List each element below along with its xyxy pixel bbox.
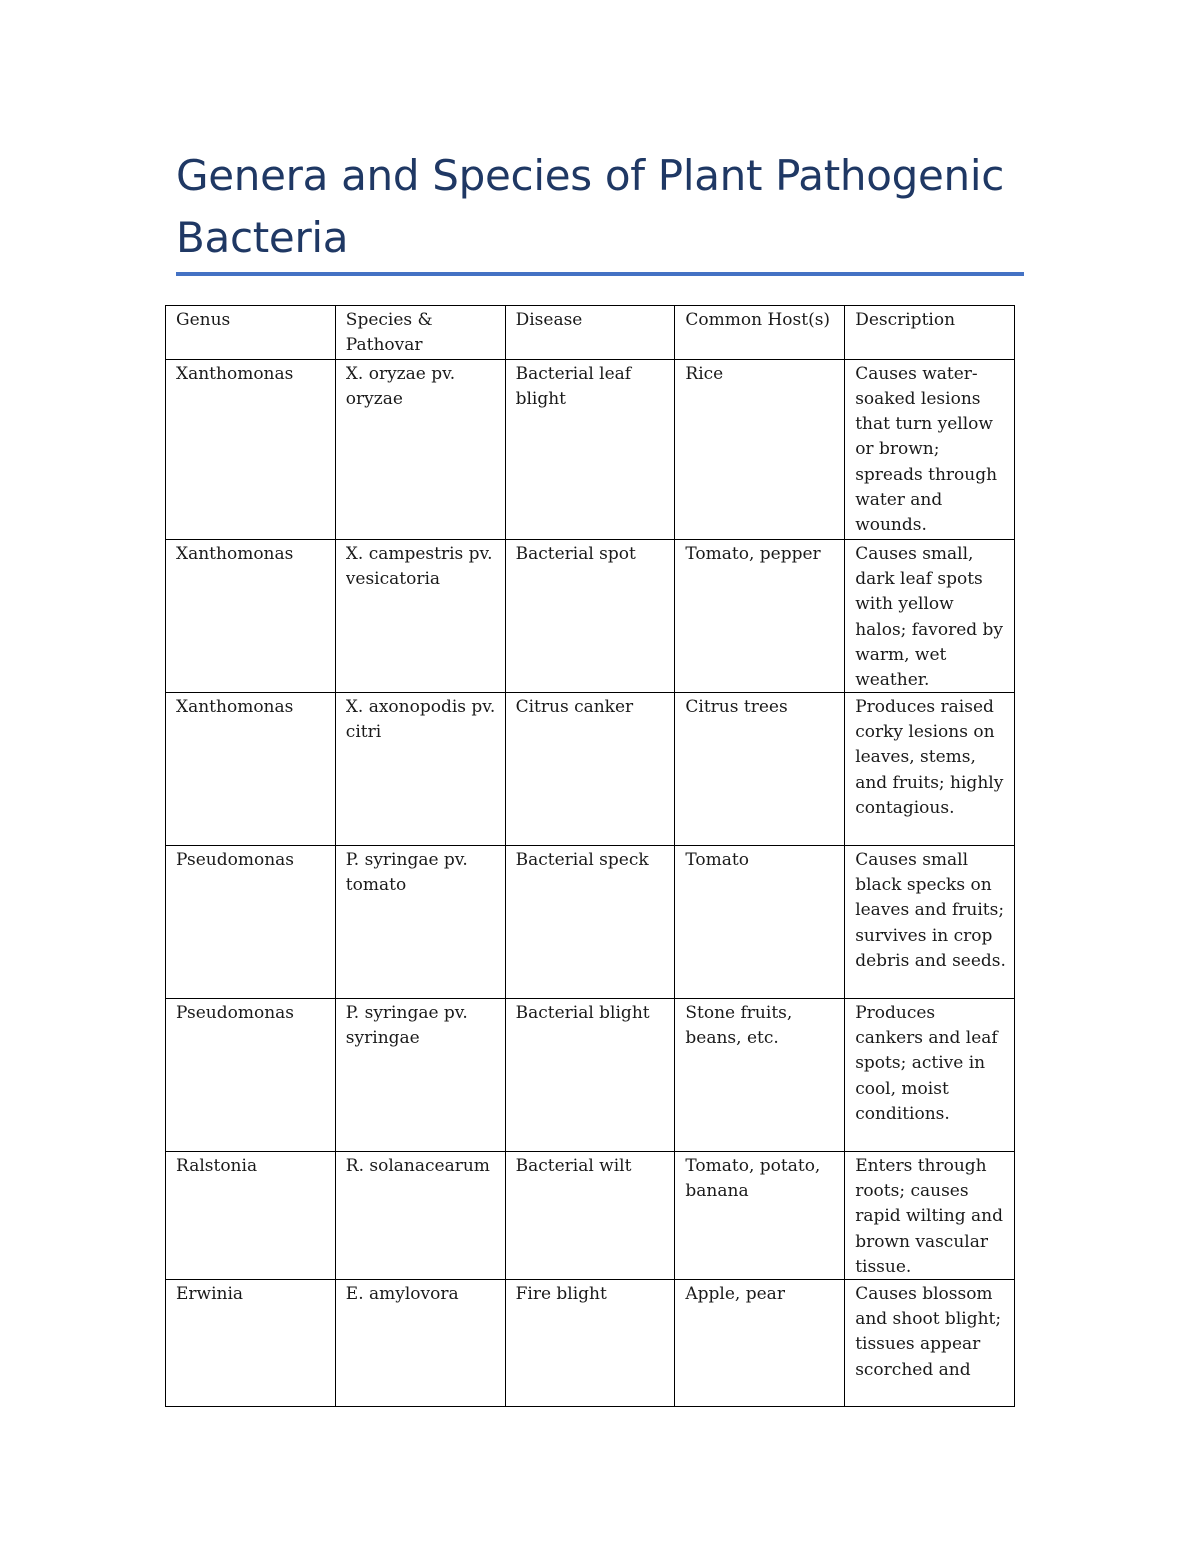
cell-disease: Bacterial blight [505, 998, 675, 1151]
cell-disease: Citrus canker [505, 692, 675, 845]
cell-description: Enters through roots; causes rapid wilting and brown vascular tissue. [845, 1151, 1015, 1279]
header-description: Description [845, 306, 1015, 360]
cell-hosts: Apple, pear [675, 1279, 845, 1406]
cell-species: R. solanacearum [335, 1151, 505, 1279]
cell-genus: Ralstonia [166, 1151, 336, 1279]
table-row [166, 359, 1015, 539]
cell-genus: Xanthomonas [166, 359, 336, 539]
cell-species: X. axonopodis pv. citri [335, 692, 505, 845]
cell-species: X. campestris pv. vesicatoria [335, 539, 505, 692]
cell-hosts: Tomato [675, 845, 845, 998]
header-disease: Disease [505, 306, 675, 360]
cell-description: Causes water-soaked lesions that turn yellow or brown; spreads through water and wounds. [845, 359, 1015, 539]
table-row [166, 1279, 1015, 1406]
cell-disease: Bacterial spot [505, 539, 675, 692]
cell-genus: Pseudomonas [166, 845, 336, 998]
header-common-hosts: Common Host(s) [675, 306, 845, 360]
header-genus: Genus [166, 306, 336, 360]
cell-species: E. amylovora [335, 1279, 505, 1406]
table-row [166, 539, 1015, 692]
table-row [166, 998, 1015, 1151]
cell-hosts: Rice [675, 359, 845, 539]
cell-hosts: Tomato, pepper [675, 539, 845, 692]
cell-genus: Xanthomonas [166, 692, 336, 845]
cell-hosts: Tomato, potato, banana [675, 1151, 845, 1279]
cell-species: X. oryzae pv. oryzae [335, 359, 505, 539]
header-species-pathovar: Species & Pathovar [335, 306, 505, 360]
table-row [166, 845, 1015, 998]
cell-description: Produces cankers and leaf spots; active in cool, moist conditions. [845, 998, 1015, 1151]
cell-disease: Bacterial wilt [505, 1151, 675, 1279]
cell-hosts: Stone fruits, beans, etc. [675, 998, 845, 1151]
cell-hosts: Citrus trees [675, 692, 845, 845]
cell-description: Causes small, dark leaf spots with yellow halos; favored by warm, wet weather. [845, 539, 1015, 692]
cell-disease: Bacterial speck [505, 845, 675, 998]
bacteria-table [165, 305, 1015, 1407]
table-row [166, 1151, 1015, 1279]
cell-genus: Erwinia [166, 1279, 336, 1406]
cell-description: Causes small black specks on leaves and fruits; survives in crop debris and seeds. [845, 845, 1015, 998]
title-underline-rule [176, 272, 1024, 276]
table-row [166, 692, 1015, 845]
cell-genus: Xanthomonas [166, 539, 336, 692]
cell-disease: Fire blight [505, 1279, 675, 1406]
cell-genus: Pseudomonas [166, 998, 336, 1151]
cell-disease: Bacterial leaf blight [505, 359, 675, 539]
cell-species: P. syringae pv. tomato [335, 845, 505, 998]
cell-species: P. syringae pv. syringae [335, 998, 505, 1151]
cell-description: Causes blossom and shoot blight; tissues appear scorched and [845, 1279, 1015, 1406]
document-title: Genera and Species of Plant Pathogenic Bacteria [176, 151, 1005, 262]
table-header-row [166, 306, 1015, 360]
cell-description: Produces raised corky lesions on leaves, stems, and fruits; highly contagious. [845, 692, 1015, 845]
